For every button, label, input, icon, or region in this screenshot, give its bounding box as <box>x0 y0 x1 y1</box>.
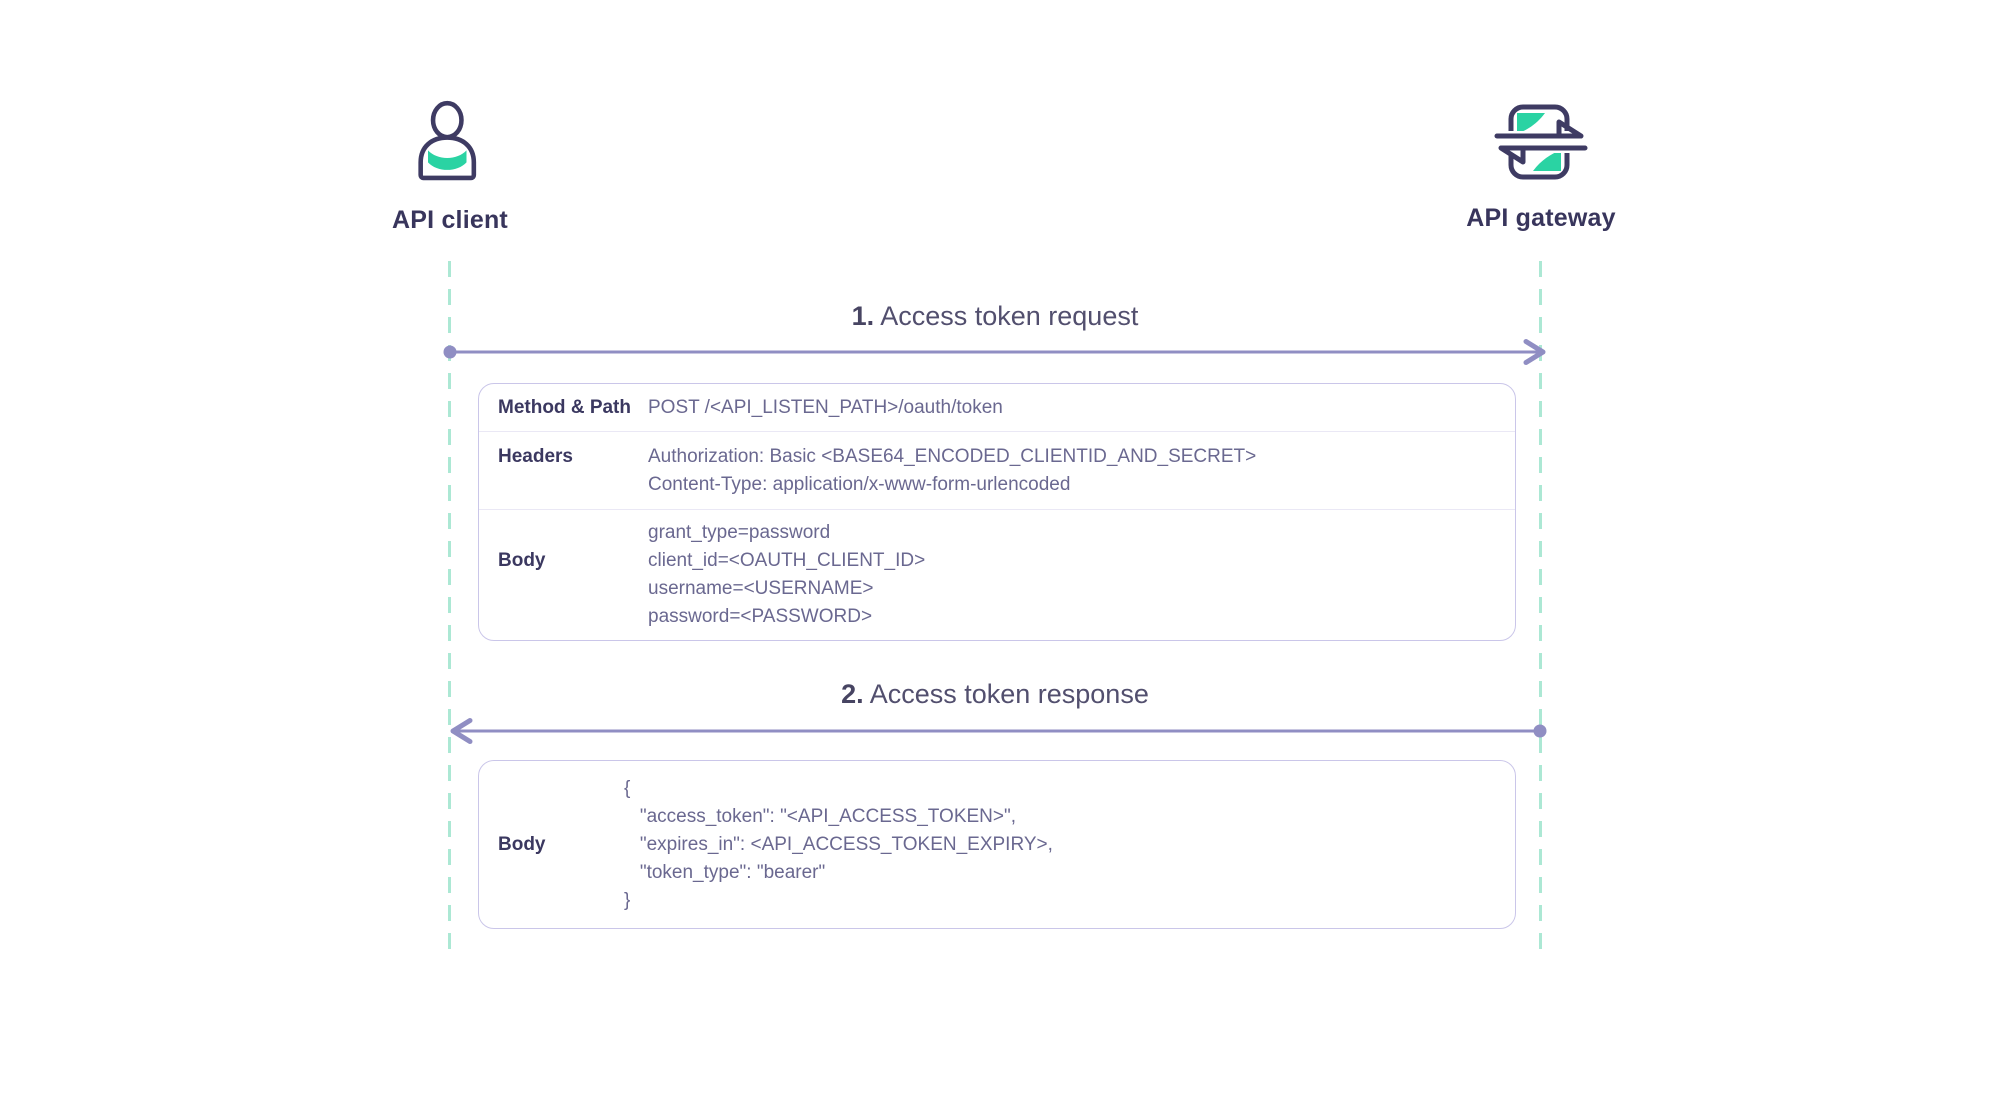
message-1-arrow-right-icon <box>440 338 1556 366</box>
actor-label-api-gateway: API gateway <box>1466 204 1616 232</box>
value-line: username=<USERNAME> <box>648 578 874 599</box>
row-value <box>648 519 925 631</box>
message-2-step: 2. <box>841 679 864 709</box>
row-label: Body <box>498 833 546 855</box>
row-value <box>648 443 1256 499</box>
response-details-table <box>478 760 1516 929</box>
message-2-arrow-left-icon <box>440 717 1556 745</box>
actor-label-api-client: API client <box>392 206 508 234</box>
value-line: grant_type=password <box>648 522 831 543</box>
table-row-method-path <box>479 384 1515 431</box>
value-line: { <box>624 777 631 799</box>
message-1-title: Access token request <box>880 301 1139 331</box>
row-value <box>624 775 1053 915</box>
value-line: client_id=<OAUTH_CLIENT_ID> <box>648 550 926 571</box>
actor-api-client <box>350 100 550 235</box>
user-icon <box>417 100 483 188</box>
message-2-title: Access token response <box>869 679 1149 709</box>
row-label: Headers <box>498 445 573 467</box>
row-label: Body <box>498 550 546 571</box>
value-line: "expires_in": <API_ACCESS_TOKEN_EXPIRY>, <box>624 833 1053 855</box>
value-line: Authorization: Basic <BASE64_ENCODED_CLIENTID_AND_SECRET> <box>648 445 1257 467</box>
message-1-step: 1. <box>851 301 875 331</box>
table-row-body <box>479 761 1515 928</box>
value-line: Content-Type: application/x-www-form-urlencoded <box>648 473 1071 495</box>
value-line: "access_token": "<API_ACCESS_TOKEN>", <box>624 805 1017 827</box>
request-details-table <box>478 383 1516 641</box>
gateway-swap-icon <box>1493 102 1589 182</box>
value-line: POST /<API_LISTEN_PATH>/oauth/token <box>648 396 1003 418</box>
message-1-label <box>450 299 1540 333</box>
value-line: } <box>624 889 631 911</box>
value-line: password=<PASSWORD> <box>648 606 873 627</box>
table-row-headers <box>479 431 1515 509</box>
row-label: Method & Path <box>498 396 631 418</box>
actor-api-gateway <box>1441 102 1641 233</box>
row-value <box>648 394 1003 422</box>
message-2-label <box>450 677 1540 711</box>
value-line: "token_type": "bearer" <box>624 861 826 883</box>
table-row-body <box>479 509 1515 640</box>
